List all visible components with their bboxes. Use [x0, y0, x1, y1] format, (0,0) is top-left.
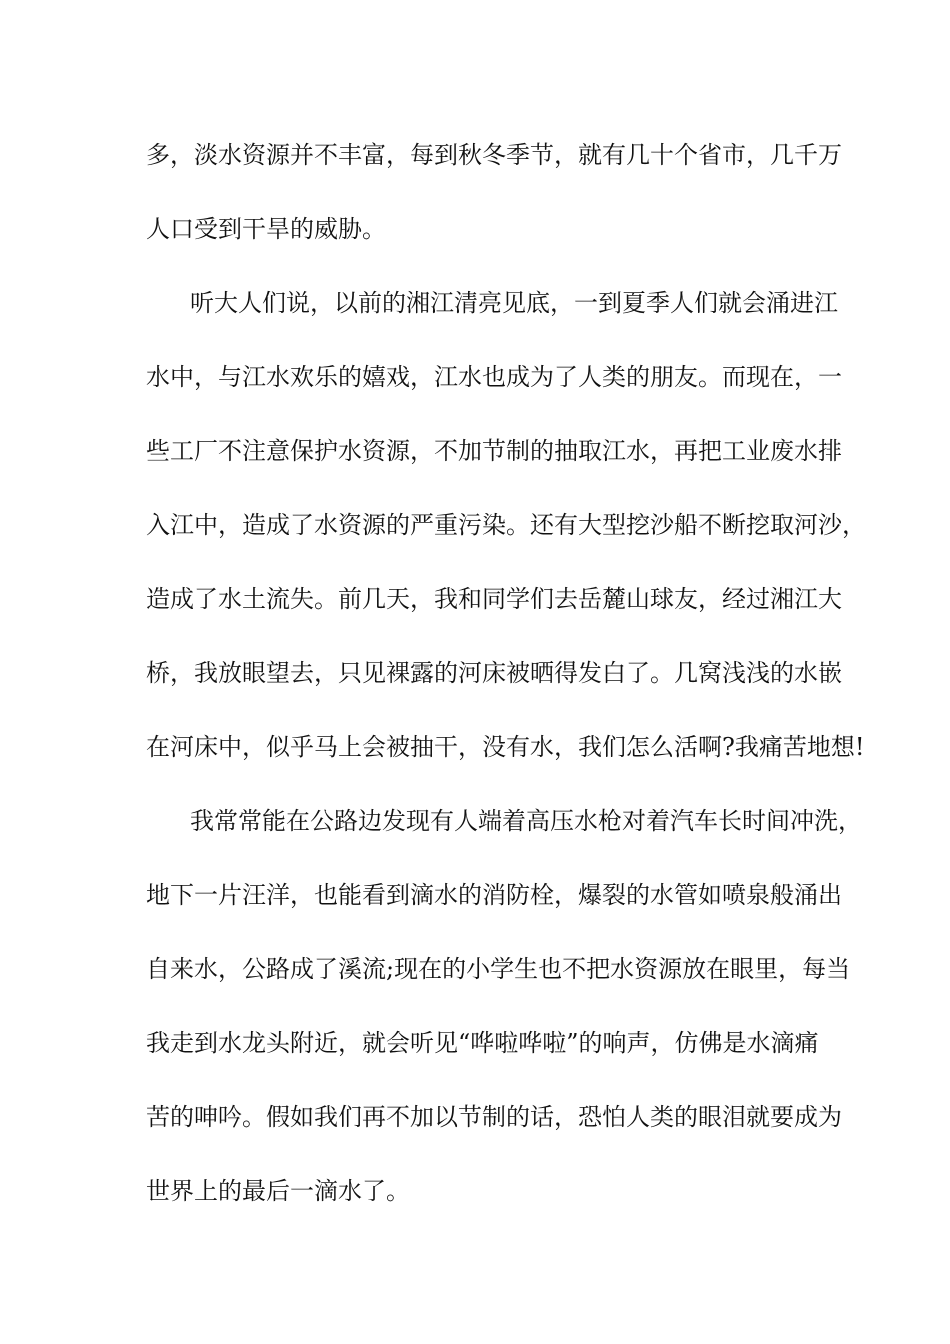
text-line: 世界上的最后一滴水了。: [146, 1177, 410, 1205]
text-line: 地下一片汪洋，也能看到滴水的消防栓，爆裂的水管如喷泉般涌出: [146, 881, 842, 909]
paragraph-start-line: 听大人们说，以前的湘江清亮见底，一到夏季人们就会涌进江: [190, 289, 838, 317]
text-line: 多，淡水资源并不丰富，每到秋冬季节，就有几十个省市，几千万: [146, 141, 842, 169]
text-line: 我走到水龙头附近，就会听见“哗啦哗啦”的响声，仿佛是水滴痛: [146, 1029, 819, 1057]
text-line: 些工厂不注意保护水资源，不加节制的抽取江水，再把工业废水排: [146, 437, 842, 465]
text-line: 造成了水土流失。前几天，我和同学们去岳麓山球友，经过湘江大: [146, 585, 842, 613]
text-line: 水中，与江水欢乐的嬉戏，江水也成为了人类的朋友。而现在，一: [146, 363, 842, 391]
text-line: 在河床中，似乎马上会被抽干，没有水，我们怎么活啊?我痛苦地想!: [146, 733, 865, 761]
text-line: 人口受到干旱的威胁。: [146, 215, 386, 243]
text-line: 苦的呻吟。假如我们再不加以节制的话，恐怕人类的眼泪就要成为: [146, 1103, 842, 1131]
text-line: 入江中，造成了水资源的严重污染。还有大型挖沙船不断挖取河沙，: [146, 511, 866, 539]
text-line: 桥，我放眼望去，只见裸露的河床被晒得发白了。几窝浅浅的水嵌: [146, 659, 842, 687]
paragraph-start-line: 我常常能在公路边发现有人端着高压水枪对着汽车长时间冲洗，: [190, 807, 862, 835]
text-line: 自来水，公路成了溪流;现在的小学生也不把水资源放在眼里，每当: [146, 955, 851, 983]
